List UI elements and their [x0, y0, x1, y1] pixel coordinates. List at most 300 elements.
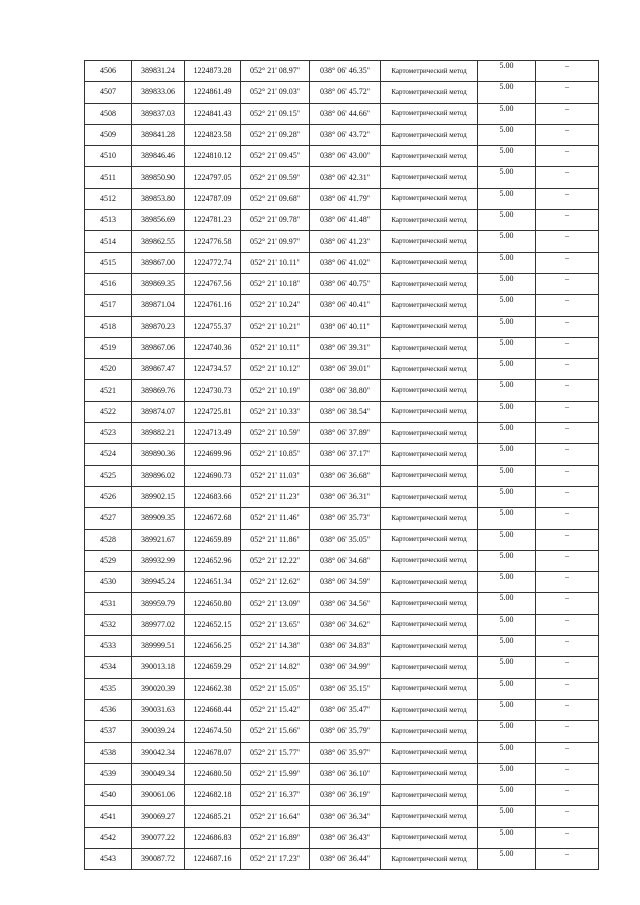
table-row	[85, 699, 599, 720]
point-number-cell: 4507	[85, 82, 132, 103]
longitude-cell: 038° 06' 40.11"	[310, 316, 381, 337]
x-coordinate-cell: 389869.76	[132, 380, 185, 401]
x-coordinate-cell: 389862.55	[132, 231, 185, 252]
table-row	[85, 210, 599, 231]
x-coordinate-cell: 389999.51	[132, 636, 185, 657]
x-coordinate-cell: 390042.34	[132, 742, 185, 763]
accuracy-cell: 5.00	[478, 401, 536, 422]
latitude-cell: 052° 21' 16.64"	[241, 806, 310, 827]
x-coordinate-cell: 389945.24	[132, 572, 185, 593]
point-number-cell: 4529	[85, 550, 132, 571]
accuracy-cell: 5.00	[478, 337, 536, 358]
accuracy-cell: 5.00	[478, 124, 536, 145]
point-number-cell: 4530	[85, 572, 132, 593]
method-cell: Картометрический метод	[381, 508, 478, 529]
x-coordinate-cell: 389909.35	[132, 508, 185, 529]
point-number-cell: 4525	[85, 465, 132, 486]
note-cell: –	[536, 316, 599, 337]
y-coordinate-cell: 1224683.66	[185, 486, 241, 507]
note-cell: –	[536, 188, 599, 209]
y-coordinate-cell: 1224656.25	[185, 636, 241, 657]
table-row	[85, 763, 599, 784]
method-cell: Картометрический метод	[381, 699, 478, 720]
y-coordinate-cell: 1224685.21	[185, 806, 241, 827]
accuracy-cell: 5.00	[478, 636, 536, 657]
method-cell: Картометрический метод	[381, 188, 478, 209]
point-number-cell: 4514	[85, 231, 132, 252]
table-row	[85, 337, 599, 358]
latitude-cell: 052° 21' 14.38"	[241, 636, 310, 657]
latitude-cell: 052° 21' 15.99"	[241, 763, 310, 784]
point-number-cell: 4542	[85, 827, 132, 848]
x-coordinate-cell: 389890.36	[132, 444, 185, 465]
accuracy-cell: 5.00	[478, 444, 536, 465]
longitude-cell: 038° 06' 35.05"	[310, 529, 381, 550]
note-cell: –	[536, 486, 599, 507]
y-coordinate-cell: 1224690.73	[185, 465, 241, 486]
x-coordinate-cell: 389850.90	[132, 167, 185, 188]
latitude-cell: 052° 21' 10.85"	[241, 444, 310, 465]
y-coordinate-cell: 1224740.36	[185, 337, 241, 358]
longitude-cell: 038° 06' 44.66"	[310, 103, 381, 124]
y-coordinate-cell: 1224772.74	[185, 252, 241, 273]
accuracy-cell: 5.00	[478, 210, 536, 231]
accuracy-cell: 5.00	[478, 614, 536, 635]
y-coordinate-cell: 1224725.81	[185, 401, 241, 422]
y-coordinate-cell: 1224841.43	[185, 103, 241, 124]
x-coordinate-cell: 389856.69	[132, 210, 185, 231]
latitude-cell: 052° 21' 13.65"	[241, 614, 310, 635]
x-coordinate-cell: 389902.15	[132, 486, 185, 507]
method-cell: Картометрический метод	[381, 614, 478, 635]
table-row	[85, 188, 599, 209]
point-number-cell: 4543	[85, 848, 132, 869]
x-coordinate-cell: 390061.06	[132, 785, 185, 806]
accuracy-cell: 5.00	[478, 678, 536, 699]
note-cell: –	[536, 444, 599, 465]
y-coordinate-cell: 1224734.57	[185, 359, 241, 380]
point-number-cell: 4518	[85, 316, 132, 337]
method-cell: Картометрический метод	[381, 742, 478, 763]
longitude-cell: 038° 06' 40.41"	[310, 295, 381, 316]
table-row	[85, 848, 599, 869]
note-cell: –	[536, 231, 599, 252]
x-coordinate-cell: 389837.03	[132, 103, 185, 124]
accuracy-cell: 5.00	[478, 295, 536, 316]
y-coordinate-cell: 1224674.50	[185, 721, 241, 742]
method-cell: Картометрический метод	[381, 167, 478, 188]
note-cell: –	[536, 423, 599, 444]
latitude-cell: 052° 21' 11.23"	[241, 486, 310, 507]
accuracy-cell: 5.00	[478, 359, 536, 380]
note-cell: –	[536, 146, 599, 167]
point-number-cell: 4509	[85, 124, 132, 145]
table-row	[85, 103, 599, 124]
latitude-cell: 052° 21' 09.78"	[241, 210, 310, 231]
longitude-cell: 038° 06' 45.72"	[310, 82, 381, 103]
point-number-cell: 4513	[85, 210, 132, 231]
x-coordinate-cell: 389896.02	[132, 465, 185, 486]
accuracy-cell: 5.00	[478, 572, 536, 593]
point-number-cell: 4527	[85, 508, 132, 529]
method-cell: Картометрический метод	[381, 593, 478, 614]
table-row	[85, 231, 599, 252]
latitude-cell: 052° 21' 10.11"	[241, 252, 310, 273]
latitude-cell: 052° 21' 09.03"	[241, 82, 310, 103]
point-number-cell: 4506	[85, 61, 132, 82]
latitude-cell: 052° 21' 15.42"	[241, 699, 310, 720]
method-cell: Картометрический метод	[381, 146, 478, 167]
method-cell: Картометрический метод	[381, 529, 478, 550]
point-number-cell: 4537	[85, 721, 132, 742]
note-cell: –	[536, 252, 599, 273]
table-row	[85, 827, 599, 848]
x-coordinate-cell: 389841.28	[132, 124, 185, 145]
latitude-cell: 052° 21' 11.86"	[241, 529, 310, 550]
method-cell: Картометрический метод	[381, 295, 478, 316]
x-coordinate-cell: 389874.07	[132, 401, 185, 422]
y-coordinate-cell: 1224652.15	[185, 614, 241, 635]
y-coordinate-cell: 1224713.49	[185, 423, 241, 444]
longitude-cell: 038° 06' 41.23"	[310, 231, 381, 252]
method-cell: Картометрический метод	[381, 82, 478, 103]
longitude-cell: 038° 06' 39.01"	[310, 359, 381, 380]
latitude-cell: 052° 21' 14.82"	[241, 657, 310, 678]
point-number-cell: 4539	[85, 763, 132, 784]
note-cell: –	[536, 636, 599, 657]
longitude-cell: 038° 06' 42.31"	[310, 167, 381, 188]
point-number-cell: 4533	[85, 636, 132, 657]
x-coordinate-cell: 390077.22	[132, 827, 185, 848]
longitude-cell: 038° 06' 41.48"	[310, 210, 381, 231]
latitude-cell: 052° 21' 11.46"	[241, 508, 310, 529]
point-number-cell: 4526	[85, 486, 132, 507]
point-number-cell: 4535	[85, 678, 132, 699]
accuracy-cell: 5.00	[478, 699, 536, 720]
latitude-cell: 052° 21' 15.05"	[241, 678, 310, 699]
method-cell: Картометрический метод	[381, 636, 478, 657]
accuracy-cell: 5.00	[478, 529, 536, 550]
note-cell: –	[536, 657, 599, 678]
y-coordinate-cell: 1224651.34	[185, 572, 241, 593]
latitude-cell: 052° 21' 09.97"	[241, 231, 310, 252]
y-coordinate-cell: 1224861.49	[185, 82, 241, 103]
latitude-cell: 052° 21' 10.24"	[241, 295, 310, 316]
x-coordinate-cell: 390039.24	[132, 721, 185, 742]
note-cell: –	[536, 721, 599, 742]
method-cell: Картометрический метод	[381, 316, 478, 337]
latitude-cell: 052° 21' 09.28"	[241, 124, 310, 145]
x-coordinate-cell: 390020.39	[132, 678, 185, 699]
y-coordinate-cell: 1224810.12	[185, 146, 241, 167]
longitude-cell: 038° 06' 34.62"	[310, 614, 381, 635]
x-coordinate-cell: 389959.79	[132, 593, 185, 614]
point-number-cell: 4531	[85, 593, 132, 614]
table-body	[85, 61, 599, 870]
longitude-cell: 038° 06' 37.89"	[310, 423, 381, 444]
method-cell: Картометрический метод	[381, 359, 478, 380]
note-cell: –	[536, 763, 599, 784]
note-cell: –	[536, 806, 599, 827]
point-number-cell: 4519	[85, 337, 132, 358]
table-row	[85, 295, 599, 316]
y-coordinate-cell: 1224687.16	[185, 848, 241, 869]
accuracy-cell: 5.00	[478, 848, 536, 869]
x-coordinate-cell: 389921.67	[132, 529, 185, 550]
y-coordinate-cell: 1224659.89	[185, 529, 241, 550]
latitude-cell: 052° 21' 10.12"	[241, 359, 310, 380]
latitude-cell: 052° 21' 10.21"	[241, 316, 310, 337]
table-row	[85, 444, 599, 465]
y-coordinate-cell: 1224823.58	[185, 124, 241, 145]
note-cell: –	[536, 61, 599, 82]
method-cell: Картометрический метод	[381, 380, 478, 401]
x-coordinate-cell: 389831.24	[132, 61, 185, 82]
latitude-cell: 052° 21' 10.11"	[241, 337, 310, 358]
note-cell: –	[536, 401, 599, 422]
latitude-cell: 052° 21' 08.97"	[241, 61, 310, 82]
table-row	[85, 572, 599, 593]
accuracy-cell: 5.00	[478, 82, 536, 103]
method-cell: Картометрический метод	[381, 848, 478, 869]
table-row	[85, 486, 599, 507]
longitude-cell: 038° 06' 39.31"	[310, 337, 381, 358]
longitude-cell: 038° 06' 38.54"	[310, 401, 381, 422]
longitude-cell: 038° 06' 36.31"	[310, 486, 381, 507]
note-cell: –	[536, 614, 599, 635]
accuracy-cell: 5.00	[478, 827, 536, 848]
y-coordinate-cell: 1224767.56	[185, 273, 241, 294]
point-number-cell: 4540	[85, 785, 132, 806]
note-cell: –	[536, 550, 599, 571]
y-coordinate-cell: 1224659.29	[185, 657, 241, 678]
latitude-cell: 052° 21' 12.22"	[241, 550, 310, 571]
table-row	[85, 529, 599, 550]
table-row	[85, 678, 599, 699]
y-coordinate-cell: 1224730.73	[185, 380, 241, 401]
method-cell: Картометрический метод	[381, 806, 478, 827]
latitude-cell: 052° 21' 10.18"	[241, 273, 310, 294]
method-cell: Картометрический метод	[381, 231, 478, 252]
table-row	[85, 316, 599, 337]
y-coordinate-cell: 1224662.38	[185, 678, 241, 699]
method-cell: Картометрический метод	[381, 124, 478, 145]
method-cell: Картометрический метод	[381, 61, 478, 82]
y-coordinate-cell: 1224787.09	[185, 188, 241, 209]
table-row	[85, 465, 599, 486]
x-coordinate-cell: 390049.34	[132, 763, 185, 784]
latitude-cell: 052° 21' 10.33"	[241, 401, 310, 422]
latitude-cell: 052° 21' 17.23"	[241, 848, 310, 869]
method-cell: Картометрический метод	[381, 103, 478, 124]
longitude-cell: 038° 06' 38.80"	[310, 380, 381, 401]
y-coordinate-cell: 1224682.18	[185, 785, 241, 806]
method-cell: Картометрический метод	[381, 763, 478, 784]
latitude-cell: 052° 21' 09.15"	[241, 103, 310, 124]
longitude-cell: 038° 06' 35.79"	[310, 721, 381, 742]
method-cell: Картометрический метод	[381, 337, 478, 358]
method-cell: Картометрический метод	[381, 210, 478, 231]
y-coordinate-cell: 1224652.96	[185, 550, 241, 571]
table-row	[85, 806, 599, 827]
latitude-cell: 052° 21' 09.45"	[241, 146, 310, 167]
longitude-cell: 038° 06' 46.35"	[310, 61, 381, 82]
x-coordinate-cell: 389977.02	[132, 614, 185, 635]
point-number-cell: 4524	[85, 444, 132, 465]
point-number-cell: 4541	[85, 806, 132, 827]
method-cell: Картометрический метод	[381, 550, 478, 571]
accuracy-cell: 5.00	[478, 508, 536, 529]
table-row	[85, 742, 599, 763]
x-coordinate-cell: 389932.99	[132, 550, 185, 571]
x-coordinate-cell: 389869.35	[132, 273, 185, 294]
longitude-cell: 038° 06' 43.00"	[310, 146, 381, 167]
note-cell: –	[536, 593, 599, 614]
method-cell: Картометрический метод	[381, 423, 478, 444]
accuracy-cell: 5.00	[478, 486, 536, 507]
y-coordinate-cell: 1224755.37	[185, 316, 241, 337]
accuracy-cell: 5.00	[478, 657, 536, 678]
longitude-cell: 038° 06' 35.15"	[310, 678, 381, 699]
longitude-cell: 038° 06' 35.73"	[310, 508, 381, 529]
latitude-cell: 052° 21' 12.62"	[241, 572, 310, 593]
note-cell: –	[536, 742, 599, 763]
latitude-cell: 052° 21' 15.66"	[241, 721, 310, 742]
note-cell: –	[536, 273, 599, 294]
longitude-cell: 038° 06' 34.59"	[310, 572, 381, 593]
table-row	[85, 401, 599, 422]
method-cell: Картометрический метод	[381, 486, 478, 507]
table-row	[85, 614, 599, 635]
point-number-cell: 4511	[85, 167, 132, 188]
y-coordinate-cell: 1224776.58	[185, 231, 241, 252]
x-coordinate-cell: 389867.00	[132, 252, 185, 273]
accuracy-cell: 5.00	[478, 103, 536, 124]
note-cell: –	[536, 103, 599, 124]
x-coordinate-cell: 389833.06	[132, 82, 185, 103]
table-row	[85, 636, 599, 657]
method-cell: Картометрический метод	[381, 444, 478, 465]
x-coordinate-cell: 389846.46	[132, 146, 185, 167]
accuracy-cell: 5.00	[478, 423, 536, 444]
table-row	[85, 61, 599, 82]
latitude-cell: 052° 21' 16.89"	[241, 827, 310, 848]
y-coordinate-cell: 1224797.05	[185, 167, 241, 188]
point-number-cell: 4520	[85, 359, 132, 380]
y-coordinate-cell: 1224873.28	[185, 61, 241, 82]
y-coordinate-cell: 1224781.23	[185, 210, 241, 231]
x-coordinate-cell: 389867.06	[132, 337, 185, 358]
y-coordinate-cell: 1224668.44	[185, 699, 241, 720]
point-number-cell: 4517	[85, 295, 132, 316]
latitude-cell: 052° 21' 09.59"	[241, 167, 310, 188]
table-row	[85, 508, 599, 529]
latitude-cell: 052° 21' 11.03"	[241, 465, 310, 486]
note-cell: –	[536, 295, 599, 316]
point-number-cell: 4528	[85, 529, 132, 550]
longitude-cell: 038° 06' 36.44"	[310, 848, 381, 869]
x-coordinate-cell: 389882.21	[132, 423, 185, 444]
table-row	[85, 252, 599, 273]
longitude-cell: 038° 06' 37.17"	[310, 444, 381, 465]
longitude-cell: 038° 06' 35.47"	[310, 699, 381, 720]
point-number-cell: 4523	[85, 423, 132, 444]
longitude-cell: 038° 06' 43.72"	[310, 124, 381, 145]
point-number-cell: 4512	[85, 188, 132, 209]
point-number-cell: 4536	[85, 699, 132, 720]
note-cell: –	[536, 529, 599, 550]
accuracy-cell: 5.00	[478, 593, 536, 614]
accuracy-cell: 5.00	[478, 763, 536, 784]
longitude-cell: 038° 06' 35.97"	[310, 742, 381, 763]
method-cell: Картометрический метод	[381, 827, 478, 848]
point-number-cell: 4508	[85, 103, 132, 124]
note-cell: –	[536, 508, 599, 529]
y-coordinate-cell: 1224761.16	[185, 295, 241, 316]
table-row	[85, 124, 599, 145]
note-cell: –	[536, 572, 599, 593]
accuracy-cell: 5.00	[478, 146, 536, 167]
note-cell: –	[536, 827, 599, 848]
x-coordinate-cell: 390031.63	[132, 699, 185, 720]
coordinates-table	[84, 60, 599, 870]
table-row	[85, 657, 599, 678]
x-coordinate-cell: 389870.23	[132, 316, 185, 337]
accuracy-cell: 5.00	[478, 721, 536, 742]
point-number-cell: 4534	[85, 657, 132, 678]
point-number-cell: 4532	[85, 614, 132, 635]
point-number-cell: 4515	[85, 252, 132, 273]
point-number-cell: 4538	[85, 742, 132, 763]
latitude-cell: 052° 21' 10.19"	[241, 380, 310, 401]
longitude-cell: 038° 06' 36.68"	[310, 465, 381, 486]
note-cell: –	[536, 82, 599, 103]
y-coordinate-cell: 1224699.96	[185, 444, 241, 465]
longitude-cell: 038° 06' 34.68"	[310, 550, 381, 571]
table-row	[85, 785, 599, 806]
accuracy-cell: 5.00	[478, 742, 536, 763]
y-coordinate-cell: 1224678.07	[185, 742, 241, 763]
note-cell: –	[536, 359, 599, 380]
table-row	[85, 423, 599, 444]
x-coordinate-cell: 389853.80	[132, 188, 185, 209]
longitude-cell: 038° 06' 36.19"	[310, 785, 381, 806]
method-cell: Картометрический метод	[381, 572, 478, 593]
table-row	[85, 82, 599, 103]
longitude-cell: 038° 06' 41.02"	[310, 252, 381, 273]
accuracy-cell: 5.00	[478, 188, 536, 209]
accuracy-cell: 5.00	[478, 252, 536, 273]
note-cell: –	[536, 678, 599, 699]
table-row	[85, 550, 599, 571]
table-row	[85, 167, 599, 188]
method-cell: Картометрический метод	[381, 273, 478, 294]
table-row	[85, 359, 599, 380]
x-coordinate-cell: 390013.18	[132, 657, 185, 678]
accuracy-cell: 5.00	[478, 465, 536, 486]
latitude-cell: 052° 21' 16.37"	[241, 785, 310, 806]
accuracy-cell: 5.00	[478, 785, 536, 806]
y-coordinate-cell: 1224672.68	[185, 508, 241, 529]
method-cell: Картометрический метод	[381, 721, 478, 742]
method-cell: Картометрический метод	[381, 465, 478, 486]
method-cell: Картометрический метод	[381, 785, 478, 806]
x-coordinate-cell: 389871.04	[132, 295, 185, 316]
note-cell: –	[536, 465, 599, 486]
note-cell: –	[536, 848, 599, 869]
method-cell: Картометрический метод	[381, 401, 478, 422]
accuracy-cell: 5.00	[478, 550, 536, 571]
